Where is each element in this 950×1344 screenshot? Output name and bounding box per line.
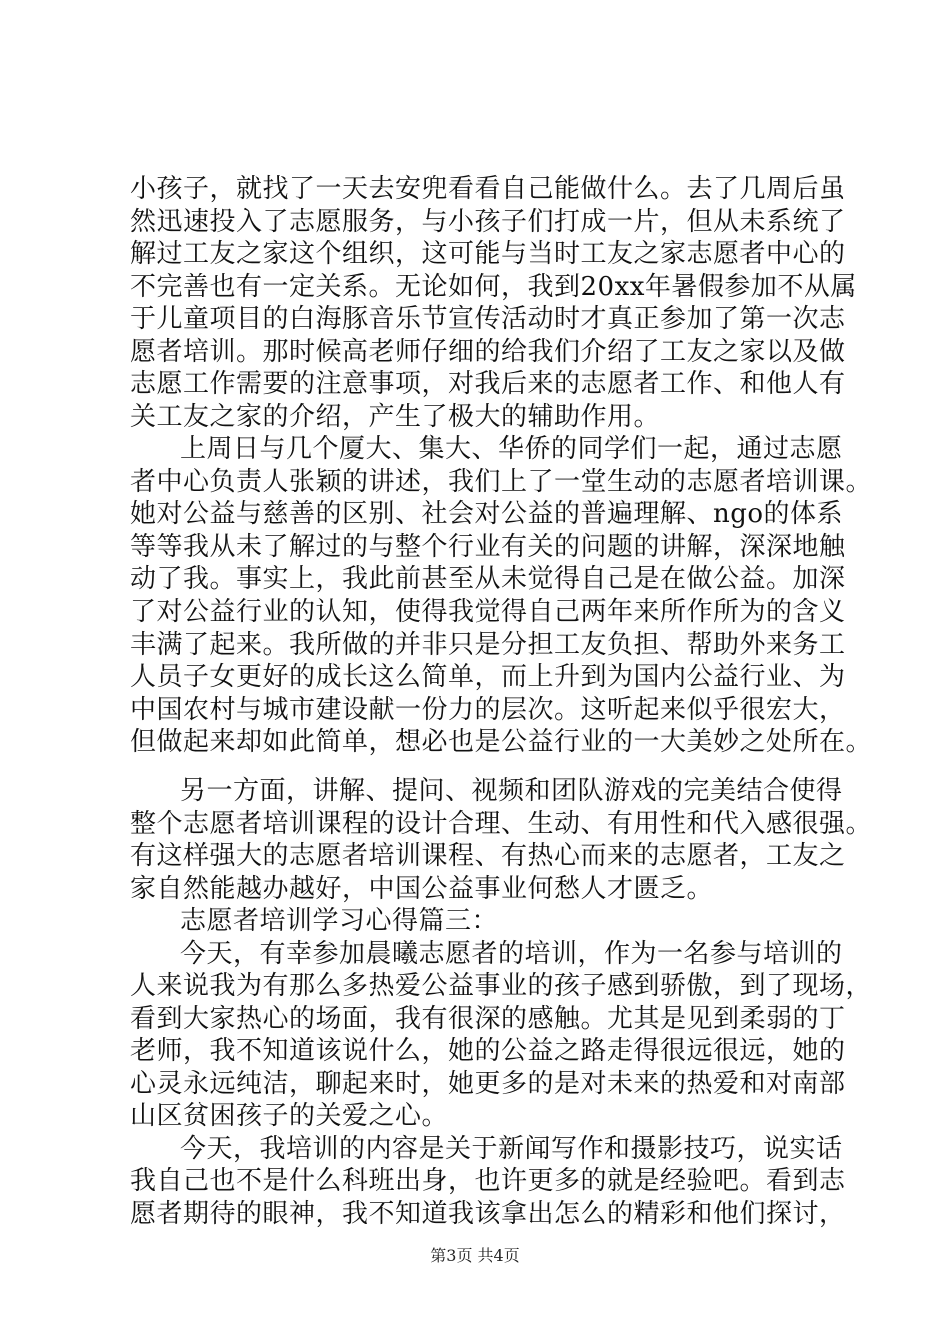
text-line: 动了我。事实上，我此前甚至从未觉得自己是在做公益。加深 bbox=[130, 564, 846, 594]
text-line: 小孩子，就找了一天去安兜看看自己能做什么。去了几周后虽 bbox=[130, 174, 846, 204]
text-line: 者中心负责人张颖的讲述，我们上了一堂生动的志愿者培训课。 bbox=[130, 467, 873, 497]
paragraph-start-line: 今天，我培训的内容是关于新闻写作和摄影技巧，说实话 bbox=[180, 1134, 843, 1164]
paragraph-start-line: 另一方面，讲解、提问、视频和团队游戏的完美结合使得 bbox=[180, 776, 843, 806]
paragraph-start-line: 上周日与几个厦大、集大、华侨的同学们一起，通过志愿 bbox=[180, 434, 843, 464]
text-line: 但做起来却如此简单，想必也是公益行业的一大美妙之处所在。 bbox=[130, 727, 873, 757]
text-line: 她对公益与慈善的区别、社会对公益的普遍理解、ngo的体系 bbox=[130, 499, 844, 529]
text-line: 丰满了起来。我所做的并非只是分担工友负担、帮助外来务工 bbox=[130, 630, 846, 660]
text-line: 了对公益行业的认知，使得我觉得自己两年来所作所为的含义 bbox=[130, 597, 846, 627]
text-line: 心灵永远纯洁，聊起来时，她更多的是对未来的热爱和对南部 bbox=[130, 1069, 846, 1099]
text-line: 于儿童项目的白海豚音乐节宣传活动时才真正参加了第一次志 bbox=[130, 304, 846, 334]
text-line: 志愿工作需要的注意事项，对我后来的志愿者工作、和他人有 bbox=[130, 369, 846, 399]
text-line: 山区贫困孩子的关爱之心。 bbox=[130, 1101, 449, 1131]
text-line: 关工友之家的介绍，产生了极大的辅助作用。 bbox=[130, 402, 661, 432]
text-line: 人来说我为有那么多热爱公益事业的孩子感到骄傲，到了现场， bbox=[130, 971, 873, 1001]
text-line: 整个志愿者培训课程的设计合理、生动、有用性和代入感很强。 bbox=[130, 809, 873, 839]
text-line: 不完善也有一定关系。无论如何，我到20xx年暑假参加不从属 bbox=[130, 272, 857, 302]
text-line: 中国农村与城市建设献一份力的层次。这听起来似乎很宏大， bbox=[130, 695, 846, 725]
text-line: 我自己也不是什么科班出身，也许更多的就是经验吧。看到志 bbox=[130, 1166, 846, 1196]
text-line: 有这样强大的志愿者培训课程、有热心而来的志愿者，工友之 bbox=[130, 841, 846, 871]
text-line: 看到大家热心的场面，我有很深的感触。尤其是见到柔弱的丁 bbox=[130, 1004, 846, 1034]
section-heading: 志愿者培训学习心得篇三： bbox=[180, 906, 499, 936]
paragraph-start-line: 今天，有幸参加晨曦志愿者的培训，作为一名参与培训的 bbox=[180, 939, 843, 969]
text-line: 然迅速投入了志愿服务，与小孩子们打成一片，但从未系统了 bbox=[130, 207, 846, 237]
text-line: 等等我从未了解过的与整个行业有关的问题的讲解，深深地触 bbox=[130, 532, 846, 562]
text-line: 愿者期待的眼神，我不知道我该拿出怎么的精彩和他们探讨， bbox=[130, 1199, 846, 1229]
text-line: 老师，我不知道该说什么，她的公益之路走得很远很远，她的 bbox=[130, 1036, 846, 1066]
text-line: 家自然能越办越好，中国公益事业何愁人才匮乏。 bbox=[130, 874, 714, 904]
page-number-footer: 第3页 共4页 bbox=[430, 1246, 520, 1265]
text-line: 人员子女更好的成长这么简单，而上升到为国内公益行业、为 bbox=[130, 662, 846, 692]
text-line: 解过工友之家这个组织，这可能与当时工友之家志愿者中心的 bbox=[130, 239, 846, 269]
text-line: 愿者培训。那时候高老师仔细的给我们介绍了工友之家以及做 bbox=[130, 337, 846, 367]
